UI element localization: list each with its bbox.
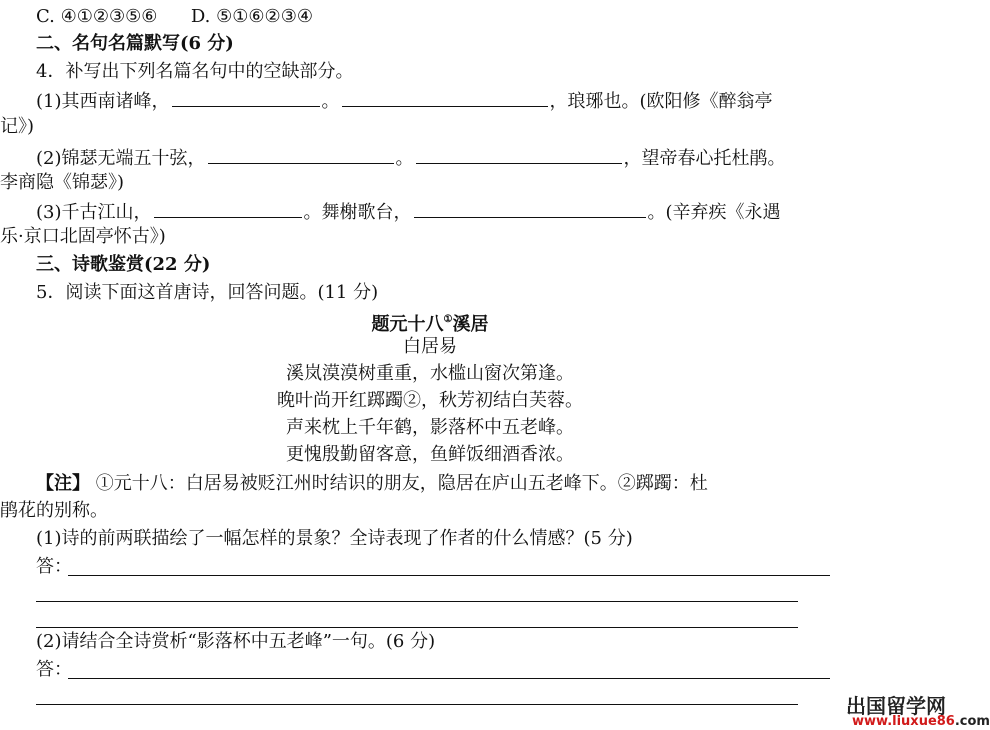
- q4-item1: [36, 88, 773, 113]
- option-d-label: D.: [190, 6, 211, 27]
- watermark-url: [852, 714, 990, 729]
- poem-line: 晚叶尚开红踯躅②，秋芳初结白芙蓉。: [277, 390, 583, 411]
- poem-note-wrap: 鹃花的别称。: [0, 500, 108, 521]
- footnote-mark: ①: [443, 314, 453, 325]
- poem-line: 溪岚漠漠树重重，水槛山窗次第逢。: [286, 363, 574, 384]
- option-c-label: C.: [36, 6, 55, 27]
- answer-line[interactable]: [36, 601, 798, 602]
- options-line: [36, 6, 313, 28]
- q4-item3-prefix: (3)千古江山，: [36, 202, 152, 223]
- fill-blank[interactable]: [416, 145, 622, 164]
- q5-sub1-answer-label: 答：: [36, 556, 72, 577]
- q4-item2-prefix: (2)锦瑟无端五十弦，: [36, 148, 206, 169]
- q4-item3-wrap: 乐·京口北固亭怀古》): [0, 226, 166, 247]
- q4-item3-suffix: 。(辛弃疾《永遇: [647, 202, 781, 223]
- fill-blank[interactable]: [342, 88, 548, 107]
- fill-blank[interactable]: [172, 88, 320, 107]
- q4-item3: [36, 199, 781, 224]
- q4-item1-prefix: (1)其西南诸峰，: [36, 91, 170, 112]
- poem-title: [0, 309, 860, 336]
- answer-line[interactable]: [68, 678, 830, 679]
- q5-sub2-question: (2)请结合全诗赏析“影落杯中五老峰”一句。(6 分): [36, 631, 436, 652]
- poem-line: 更愧殷勤留客意，鱼鲜饭细酒香浓。: [286, 444, 574, 465]
- poem-note: [36, 473, 708, 495]
- q4-item1-wrap: 记》): [0, 116, 35, 137]
- q4-stem: 4．补写出下列名篇名句中的空缺部分。: [36, 61, 354, 82]
- q4-item2-suffix: ，望帝春心托杜鹃。: [623, 148, 786, 169]
- q4-item2-wrap: 李商隐《锦瑟》): [0, 172, 125, 193]
- q4-item1-mid: 。: [321, 91, 340, 112]
- poem-author: 白居易: [403, 336, 457, 357]
- watermark-url-tld: .com: [954, 714, 990, 729]
- section3-title: 三、诗歌鉴赏(22 分): [36, 254, 211, 275]
- poem-title-main: 题元十八: [371, 314, 444, 335]
- q5-sub2-answer-label: 答：: [36, 659, 72, 680]
- answer-line[interactable]: [68, 575, 830, 576]
- q4-item2-mid: 。: [395, 148, 414, 169]
- q5-stem: 5．阅读下面这首唐诗，回答问题。(11 分): [36, 282, 379, 303]
- note-text: ①元十八：白居易被贬江州时结识的朋友，隐居在庐山五老峰下。②踯躅：杜: [95, 473, 708, 494]
- q4-item3-mid: 。舞榭歌台，: [303, 202, 412, 223]
- watermark-name: 出国留学网: [846, 694, 946, 718]
- answer-line[interactable]: [36, 627, 798, 628]
- fill-blank[interactable]: [154, 199, 302, 218]
- q5-sub1-question: (1)诗的前两联描绘了一幅怎样的景象？全诗表现了作者的什么情感？(5 分): [36, 528, 633, 549]
- option-c-value: ④①②③⑤⑥: [60, 6, 158, 27]
- option-d-value: ⑤①⑥②③④: [216, 6, 313, 27]
- q4-item2: [36, 145, 786, 170]
- answer-line[interactable]: [36, 704, 798, 705]
- q4-item1-suffix: ，琅琊也。(欧阳修《醉翁亭: [549, 91, 773, 112]
- fill-blank[interactable]: [414, 199, 646, 218]
- fill-blank[interactable]: [208, 145, 394, 164]
- poem-line: 声来枕上千年鹤，影落杯中五老峰。: [286, 417, 574, 438]
- watermark-url-main: www.liuxue86: [852, 714, 955, 729]
- section2-title: 二、名句名篇默写(6 分): [36, 33, 234, 54]
- note-label: 【注】: [36, 473, 90, 494]
- poem-title-tail: 溪居: [452, 314, 489, 335]
